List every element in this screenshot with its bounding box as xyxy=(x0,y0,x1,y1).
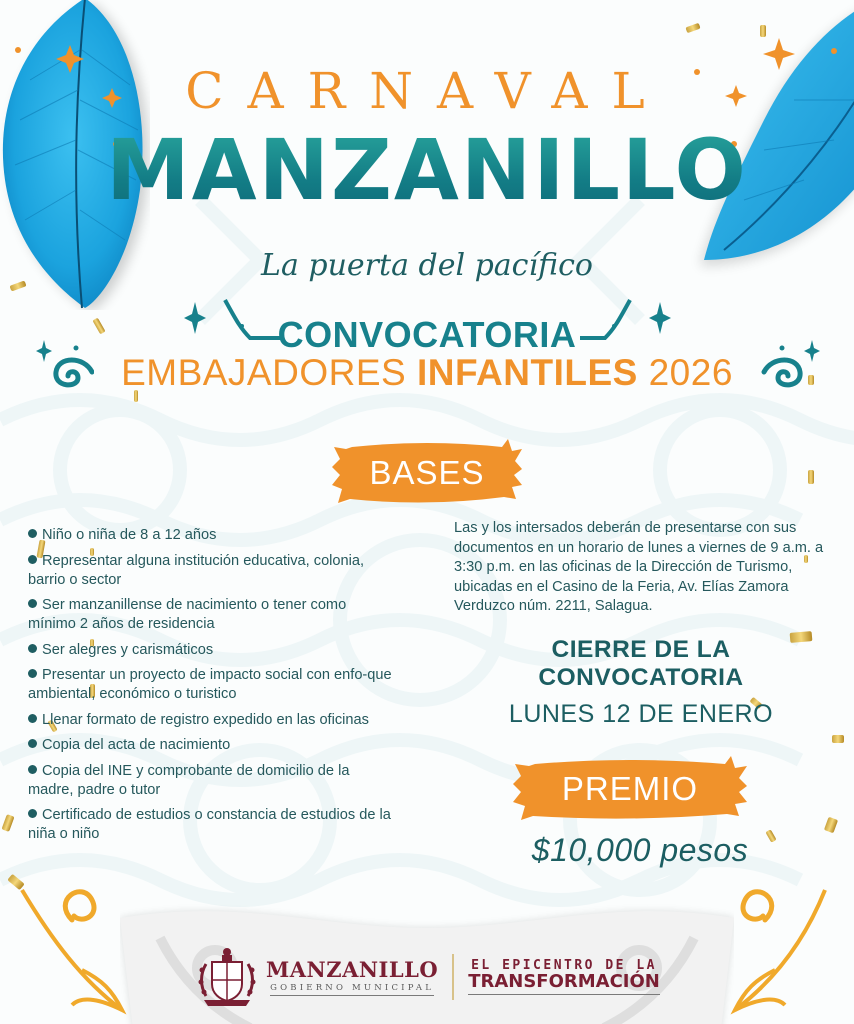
deadline-heading xyxy=(470,636,812,692)
list-item: Presentar un proyecto de impacto social con enfo-que ambiental, económico o turistico xyxy=(28,667,392,702)
ornament-swirl-left-icon xyxy=(12,880,132,1020)
bullet-icon xyxy=(28,644,37,653)
ornament-swirl-right-icon xyxy=(725,880,845,1020)
prize-badge xyxy=(513,754,747,824)
requirements-list xyxy=(28,526,398,851)
footer-divider xyxy=(452,954,454,1000)
confetti xyxy=(808,470,814,484)
prize-label: PREMIO xyxy=(561,770,699,807)
coat-of-arms-icon xyxy=(196,946,258,1008)
bullet-icon xyxy=(28,669,37,678)
deadline-heading-line1: CIERRE DE LA xyxy=(551,636,731,663)
announcement-heading: CONVOCATORIA xyxy=(277,314,577,355)
bullet-icon xyxy=(28,529,37,538)
tagline: La puerta del pacífico xyxy=(261,248,593,283)
deadline-heading-line2: CONVOCATORIA xyxy=(538,664,744,691)
deadline-date: LUNES 12 DE ENERO xyxy=(508,700,774,728)
bullet-icon xyxy=(28,555,37,564)
bases-label: BASES xyxy=(369,454,485,491)
slogan-bottom: TRANSFORMACIÓN xyxy=(468,972,660,995)
brand-subtitle: GOBIERNO MUNICIPAL xyxy=(270,983,434,996)
subtitle-light: EMBAJADORES xyxy=(121,352,407,393)
list-item: Ser alegres y carismáticos xyxy=(28,641,398,660)
info-paragraph: Las y los intersados deberán de presentarse con sus documentos en un horario de lunes a viernes de 9 a.m. a 3:30 p.m. en las oficinas de la Dirección de Turismo, ubicadas en el Casino de la Feria, Av. Elías Zamora Verduzco núm. 2211, Salagua. xyxy=(454,520,824,614)
subtitle-bold: INFANTILES xyxy=(416,352,638,393)
announcement-subtitle xyxy=(0,352,854,394)
prize-amount: $10,000 pesos xyxy=(531,832,749,868)
bullet-icon xyxy=(28,714,37,723)
list-item: Ser manzanillense de nacimiento o tener como mínimo 2 años de residencia xyxy=(28,597,347,632)
bullet-icon xyxy=(28,809,37,818)
city-logo-label: MANZANILLO xyxy=(106,121,748,219)
footer-branding xyxy=(196,944,666,1010)
bullet-icon xyxy=(28,739,37,748)
brand-name: MANZANILLO xyxy=(266,956,439,982)
confetti xyxy=(832,735,844,743)
list-item: Niño o niña de 8 a 12 años xyxy=(28,526,398,545)
bullet-icon xyxy=(28,765,37,774)
bases-badge xyxy=(332,437,522,509)
list-item: Copia del INE y comprobante de domicilio de la madre, padre o tutor xyxy=(28,762,350,798)
list-item: Copia del acta de nacimiento xyxy=(28,736,398,755)
slogan-top: EL EPICENTRO DE LA xyxy=(471,958,657,974)
bullet-icon xyxy=(28,599,37,608)
list-item: Representar alguna institución educativa, colonia, barrio o sector xyxy=(28,552,365,588)
city-logo-text xyxy=(0,121,854,219)
subtitle-year: 2026 xyxy=(648,352,733,393)
event-title: CARNAVAL xyxy=(185,62,669,120)
list-item: Llenar formato de registro expedido en las oficinas xyxy=(28,711,398,730)
municipal-brand xyxy=(266,956,439,996)
list-item: Certificado de estudios o constancia de estudios de la niña o niño xyxy=(28,807,391,842)
slogan xyxy=(468,959,660,995)
